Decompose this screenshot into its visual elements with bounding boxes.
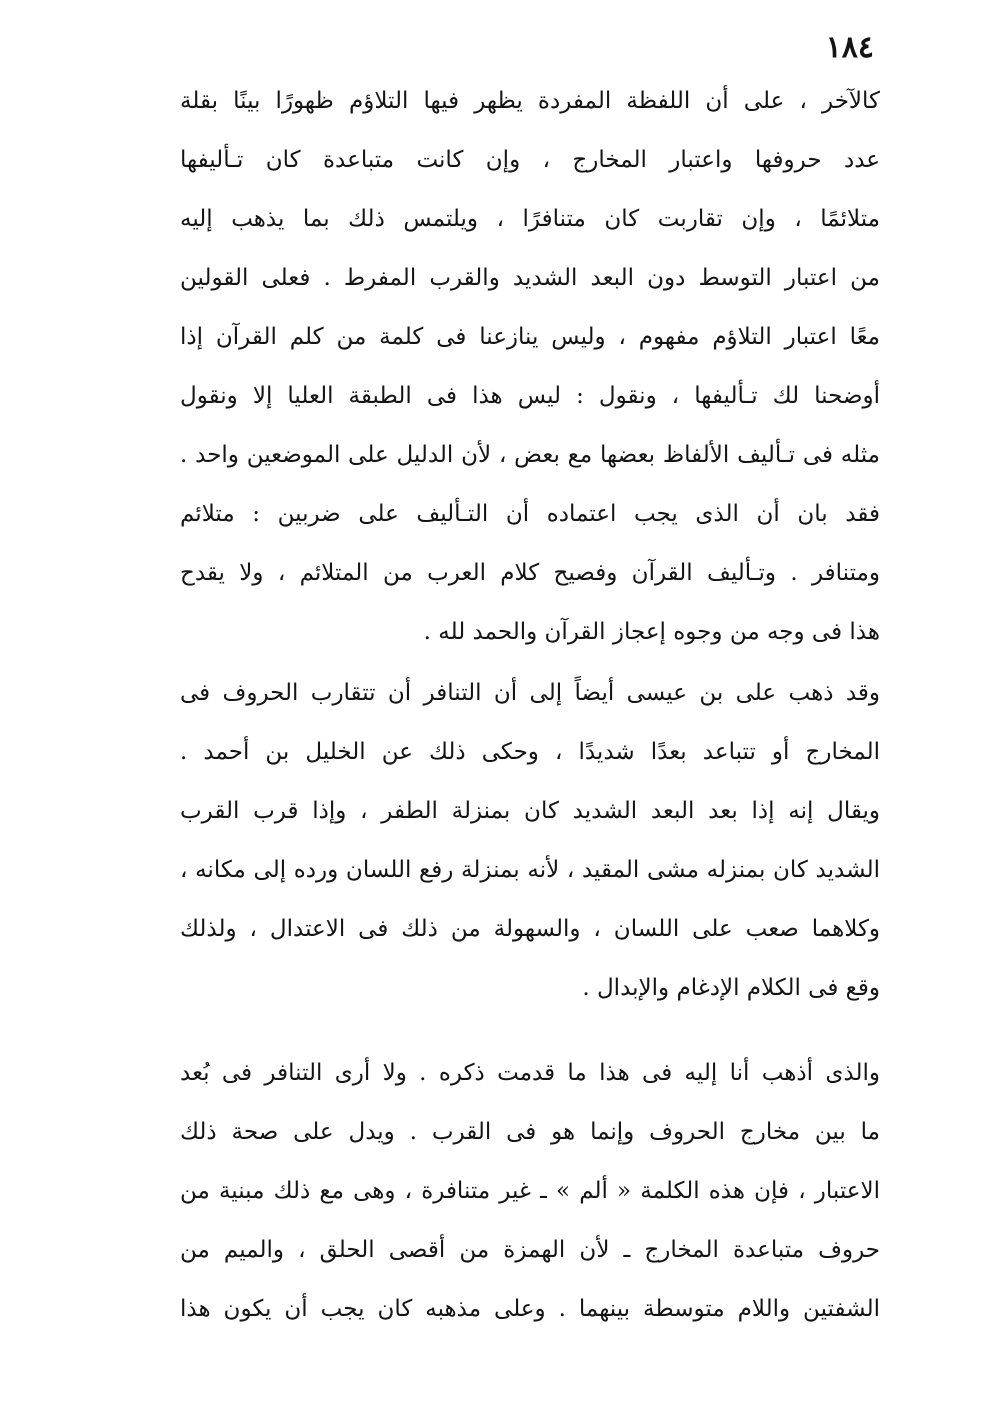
text-line: وقع فى الكلام الإدغام والإبدال . [582, 975, 880, 1001]
text-line: المخارج أو تتباعد بعدًا شديدًا ، وحكى ذلك عن الخليل بن أحمد . [180, 739, 880, 765]
text-line: وكلاهما صعب على اللسان ، والسهولة من ذلك فى الاعتدال ، ولذلك [180, 916, 880, 942]
text-line: الاعتبار ، فإن هذه الكلمة « ألم » ـ غير متنافرة ، وهى مع ذلك مبنية من [180, 1178, 880, 1204]
text-line: والذى أذهب أنا إليه فى هذا ما قدمت ذكره . ولا أرى التنافر فى بُعد [180, 1060, 880, 1086]
paragraph-2 [180, 664, 880, 1018]
text-line: متلائمًا ، وإن تقاربت كان متنافرًا ، ويلتمس ذلك بما يذهب إليه [180, 206, 880, 232]
paragraph-3 [180, 1044, 880, 1339]
text-line: مثله فى تـأليف الألفاظ بعضها مع بعض ، لأن الدليل على الموضعين واحد . [180, 442, 880, 468]
text-line: وقد ذهب على بن عيسى أيضاً إلى أن التنافر أن تتقارب الحروف فى [180, 680, 880, 706]
text-line: حروف متباعدة المخارج ـ لأن الهمزة من أقصى الحلق ، والميم من [180, 1237, 880, 1263]
text-line: معًا اعتبار التلاؤم مفهوم ، وليس ينازعنا فى كلمة من كلم القرآن إذا [180, 324, 880, 350]
text-line: ويقال إنه إذا بعد البعد الشديد كان بمنزلة الطفر ، وإذا قرب القرب [180, 798, 880, 824]
paragraph-1 [180, 72, 880, 662]
text-line: هذا فى وجه من وجوه إعجاز القرآن والحمد لله . [423, 619, 880, 645]
text-line: أوضحنا لك تـأليفها ، ونقول : ليس هذا فى الطبقة العليا إلا ونقول [180, 383, 880, 409]
page-number: ١٨٤ [825, 30, 874, 65]
text-line: كالآخر ، على أن اللفظة المفردة يظهر فيها التلاؤم ظهورًا بينًا بقلة [180, 88, 880, 114]
text-line: من اعتبار التوسط دون البعد الشديد والقرب المفرط . فعلى القولين [180, 265, 880, 291]
text-line: ما بين مخارج الحروف وإنما هو فى القرب . ويدل على صحة ذلك [180, 1119, 880, 1145]
text-line: فقد بان أن الذى يجب اعتماده أن التـأليف على ضربين : متلائم [180, 501, 880, 527]
text-line: الشديد كان بمنزله مشى المقيد ، لأنه بمنزلة رفع اللسان ورده إلى مكانه ، [180, 857, 880, 883]
text-line: ومتنافر . وتـأليف القرآن وفصيح كلام العرب من المتلائم ، ولا يقدح [180, 560, 880, 586]
text-line: الشفتين واللام متوسطة بينهما . وعلى مذهبه كان يجب أن يكون هذا [180, 1296, 880, 1322]
text-line: عدد حروفها واعتبار المخارج ، وإن كانت متباعدة كان تـأليفها [180, 147, 880, 173]
